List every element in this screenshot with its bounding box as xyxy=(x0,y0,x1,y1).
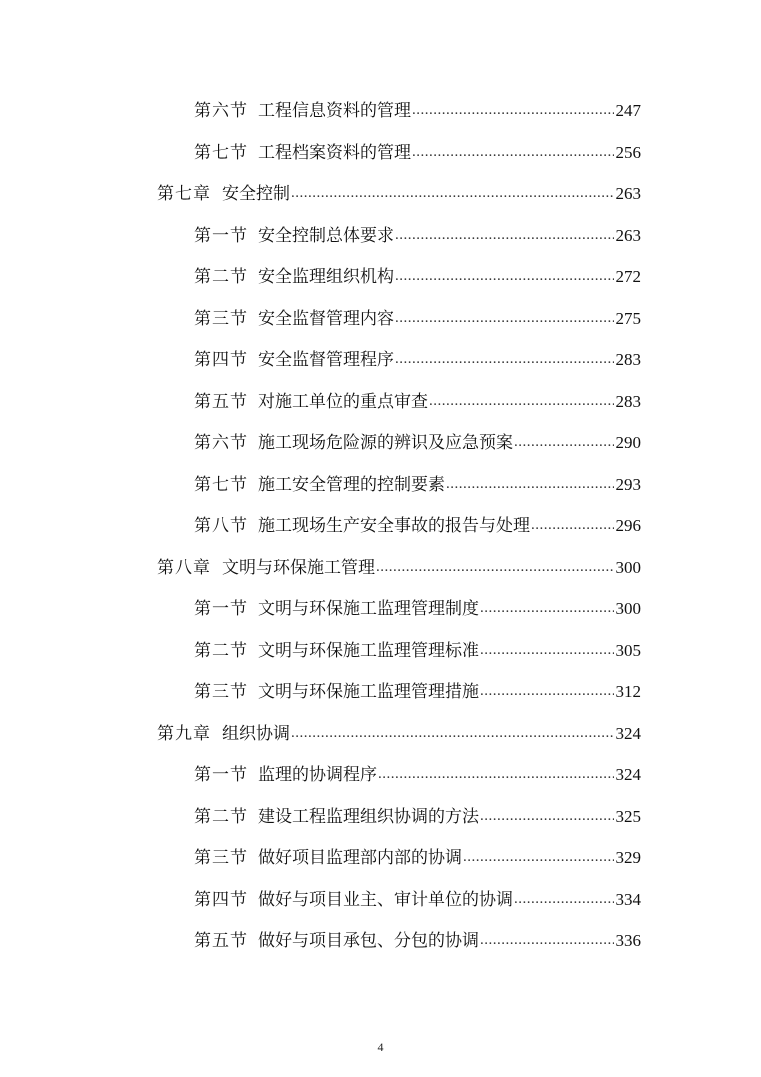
toc-entry-title: 做好与项目承包、分包的协调 xyxy=(258,931,479,951)
toc-entry[interactable] xyxy=(194,304,641,330)
toc-leader-dots xyxy=(376,559,614,579)
toc-entry-title: 文明与环保施工管理 xyxy=(222,558,375,578)
toc-entry-number: 第六节 xyxy=(194,433,248,453)
toc-entry-number: 第二节 xyxy=(194,267,248,287)
toc-leader-dots xyxy=(514,891,614,911)
toc-entry-number: 第六节 xyxy=(194,101,248,121)
toc-entry-title: 工程信息资料的管理 xyxy=(258,101,411,121)
toc-leader-dots xyxy=(412,102,614,122)
toc-entry[interactable] xyxy=(194,138,641,164)
toc-entry-page: 300 xyxy=(615,599,641,618)
toc-entry-number: 第三节 xyxy=(194,682,248,702)
toc-entry[interactable] xyxy=(194,470,641,496)
toc-entry-page: 275 xyxy=(615,309,641,328)
toc-entry-page: 283 xyxy=(615,392,641,411)
toc-leader-dots xyxy=(395,227,614,247)
toc-entry-number: 第三节 xyxy=(194,309,248,329)
toc-leader-dots xyxy=(291,185,614,205)
toc-entry-page: 290 xyxy=(615,433,641,452)
toc-entry-page: 300 xyxy=(615,558,641,577)
toc-entry-number: 第二节 xyxy=(194,641,248,661)
toc-entry[interactable] xyxy=(194,926,641,952)
toc-entry-title: 文明与环保施工监理管理措施 xyxy=(258,682,479,702)
toc-entry-number: 第七节 xyxy=(194,143,248,163)
toc-entry-page: 263 xyxy=(615,184,641,203)
toc-entry[interactable] xyxy=(194,594,641,620)
toc-entry-number: 第九章 xyxy=(157,724,211,744)
page-number: 4 xyxy=(377,1040,384,1054)
toc-leader-dots xyxy=(480,808,614,828)
toc-chapter-entry[interactable] xyxy=(157,719,641,745)
toc-leader-dots xyxy=(291,725,614,745)
toc-entry[interactable] xyxy=(194,262,641,288)
toc-entry-number: 第一节 xyxy=(194,599,248,619)
toc-entry-page: 325 xyxy=(615,807,641,826)
toc-entry-number: 第五节 xyxy=(194,931,248,951)
toc-entry-number: 第五节 xyxy=(194,392,248,412)
toc-entry-page: 324 xyxy=(615,724,641,743)
toc-entry[interactable] xyxy=(194,511,641,537)
toc-entry-page: 293 xyxy=(615,475,641,494)
toc-entry-title: 安全控制 xyxy=(222,184,290,204)
toc-entry-number: 第八节 xyxy=(194,516,248,536)
toc-leader-dots xyxy=(395,310,614,330)
toc-entry[interactable] xyxy=(194,636,641,662)
toc-entry-title: 施工现场危险源的辨识及应急预案 xyxy=(258,433,513,453)
toc-entry[interactable] xyxy=(194,221,641,247)
toc-entry-title: 安全监督管理内容 xyxy=(258,309,394,329)
toc-leader-dots xyxy=(429,393,614,413)
toc-entry-title: 对施工单位的重点审查 xyxy=(258,392,428,412)
toc-entry[interactable] xyxy=(194,885,641,911)
toc-entry-title: 施工安全管理的控制要素 xyxy=(258,475,445,495)
toc-entry[interactable] xyxy=(194,96,641,122)
toc-leader-dots xyxy=(395,351,614,371)
toc-leader-dots xyxy=(463,849,614,869)
toc-entry-page: 324 xyxy=(615,765,641,784)
toc-entry-number: 第七章 xyxy=(157,184,211,204)
toc-leader-dots xyxy=(480,932,614,952)
toc-leader-dots xyxy=(531,517,614,537)
toc-entry-title: 工程档案资料的管理 xyxy=(258,143,411,163)
toc-leader-dots xyxy=(480,642,614,662)
toc-entry-title: 文明与环保施工监理管理标准 xyxy=(258,641,479,661)
toc-entry-number: 第八章 xyxy=(157,558,211,578)
toc-entry-page: 283 xyxy=(615,350,641,369)
toc-entry-title: 做好项目监理部内部的协调 xyxy=(258,848,462,868)
toc-entry-page: 272 xyxy=(615,267,641,286)
toc-entry-page: 329 xyxy=(615,848,641,867)
toc-chapter-entry[interactable] xyxy=(157,553,641,579)
toc-chapter-entry[interactable] xyxy=(157,179,641,205)
toc-entry-title: 施工现场生产安全事故的报告与处理 xyxy=(258,516,530,536)
toc-entry-title: 安全监督管理程序 xyxy=(258,350,394,370)
toc-leader-dots xyxy=(446,476,614,496)
toc-leader-dots xyxy=(514,434,614,454)
toc-entry[interactable] xyxy=(194,345,641,371)
toc-entry[interactable] xyxy=(194,843,641,869)
toc-entry-page: 312 xyxy=(615,682,641,701)
toc-entry-number: 第七节 xyxy=(194,475,248,495)
toc-entry-title: 安全控制总体要求 xyxy=(258,226,394,246)
toc-leader-dots xyxy=(480,683,614,703)
toc-entry-title: 文明与环保施工监理管理制度 xyxy=(258,599,479,619)
toc-entry-page: 305 xyxy=(615,641,641,660)
toc-leader-dots xyxy=(395,268,614,288)
toc-entry-number: 第二节 xyxy=(194,807,248,827)
toc-entry-page: 263 xyxy=(615,226,641,245)
toc-entry-number: 第一节 xyxy=(194,765,248,785)
toc-entry-title: 做好与项目业主、审计单位的协调 xyxy=(258,890,513,910)
toc-entry-page: 256 xyxy=(615,143,641,162)
toc-entry[interactable] xyxy=(194,428,641,454)
toc-entry-page: 247 xyxy=(615,101,641,120)
toc-entry-title: 监理的协调程序 xyxy=(258,765,377,785)
toc-entry[interactable] xyxy=(194,677,641,703)
toc-entry-page: 296 xyxy=(615,516,641,535)
toc-entry-title: 安全监理组织机构 xyxy=(258,267,394,287)
toc-leader-dots xyxy=(480,600,614,620)
toc-entry-number: 第四节 xyxy=(194,890,248,910)
toc-entry-number: 第一节 xyxy=(194,226,248,246)
toc-entry[interactable] xyxy=(194,760,641,786)
toc-entry-number: 第三节 xyxy=(194,848,248,868)
toc-entry[interactable] xyxy=(194,802,641,828)
toc-leader-dots xyxy=(378,766,614,786)
toc-entry[interactable] xyxy=(194,387,641,413)
toc-entry-page: 334 xyxy=(615,890,641,909)
toc-entry-title: 组织协调 xyxy=(222,724,290,744)
toc-entry-page: 336 xyxy=(615,931,641,950)
toc-entry-number: 第四节 xyxy=(194,350,248,370)
toc-leader-dots xyxy=(412,144,614,164)
toc-entry-title: 建设工程监理组织协调的方法 xyxy=(258,807,479,827)
